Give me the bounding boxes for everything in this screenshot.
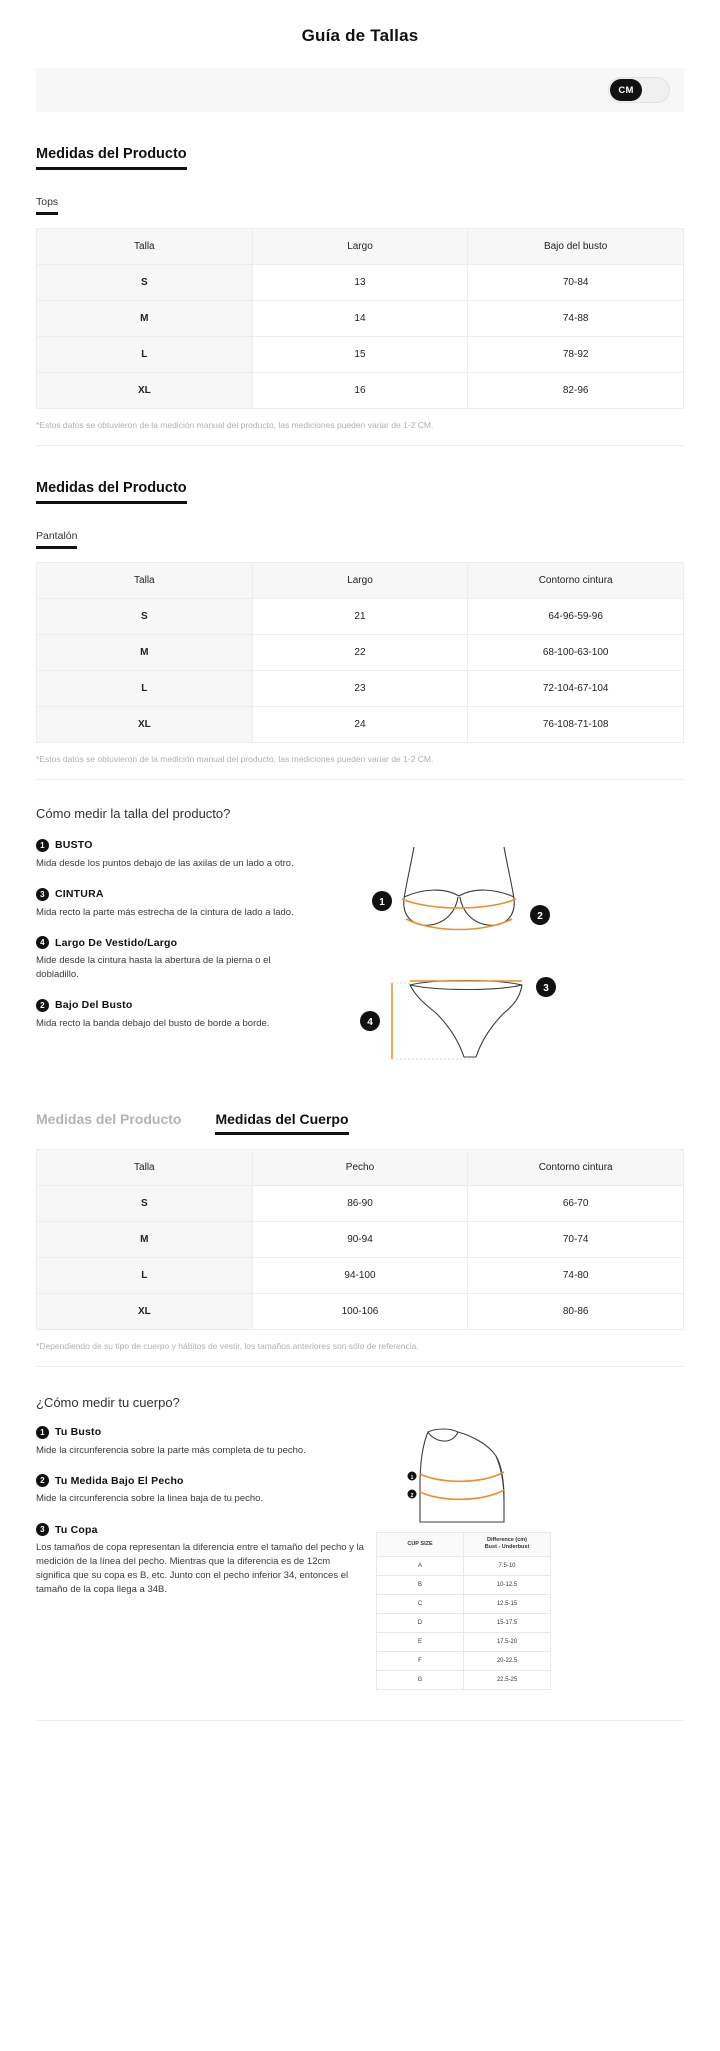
bottoms-diagram-icon (346, 963, 596, 1073)
howto-item-desc: Mida recto la parte más estrecha de la cintura de lado a lado. (36, 906, 294, 918)
cell-size: S (37, 598, 253, 634)
page-title: Guía de Tallas (301, 26, 419, 45)
cell-largo: 15 (252, 337, 468, 373)
howto-product-figures (346, 839, 684, 1073)
cell-largo: 21 (252, 598, 468, 634)
product-measurements-pants-section (0, 446, 720, 780)
tab-medidas-del-cuerpo[interactable]: Medidas del Cuerpo (215, 1111, 348, 1135)
howto-product-title: Cómo medir la talla del producto? (36, 805, 231, 821)
number-badge-icon: 1 (36, 1426, 49, 1439)
torso-diagram-icon (376, 1426, 561, 1526)
torso-marker-2-label: 2 (410, 1492, 414, 1499)
section-divider (36, 1366, 684, 1367)
howto-item-desc: Los tamaños de copa representan la diferencia entre el tamaño del pecho y la medición de la línea del pecho. Mientras que la diferencia es de 12cm significa que su copa es B, etc. Junto con el pecho inferior 34, entonces el tamaño de la copa llega a 34B. (36, 1542, 364, 1595)
cup-table-row (377, 1594, 551, 1613)
cup-table-row (377, 1613, 551, 1632)
tab-medidas-del-producto[interactable]: Medidas del Producto (36, 1110, 182, 1127)
howto-product-list (36, 839, 336, 1073)
cup-cell-letter: E (377, 1632, 464, 1651)
cup-col-header-cup-size: CUP SIZE (377, 1532, 464, 1556)
table-header-row (37, 1149, 684, 1185)
unit-toggle-knob-cm[interactable]: CM (610, 79, 642, 101)
footnote-tops: *Estos datos se obtuvieron de la medición manual del producto, las mediciones pueden variar de 1-2 CM. (36, 420, 434, 430)
col-header-largo: Largo (252, 229, 468, 265)
cup-cell-letter: D (377, 1613, 464, 1632)
howto-item-label: Tu Busto (55, 1426, 102, 1439)
cell-largo: 24 (252, 706, 468, 742)
cell-pecho: 94-100 (252, 1257, 468, 1293)
tops-size-table (36, 228, 684, 409)
col-header-talla: Talla (37, 562, 253, 598)
cell-pecho: 100-106 (252, 1293, 468, 1329)
cell-size: L (37, 1257, 253, 1293)
cup-table-row (377, 1575, 551, 1594)
cup-cell-letter: F (377, 1651, 464, 1670)
howto-item-tu-busto (36, 1426, 366, 1458)
col-header-talla: Talla (37, 229, 253, 265)
cell-bajo-busto: 70-84 (468, 265, 684, 301)
bottoms-marker-4-label: 4 (367, 1016, 373, 1028)
cup-table-row (377, 1632, 551, 1651)
cell-pecho: 86-90 (252, 1185, 468, 1221)
howto-item-bajo-pecho (36, 1474, 366, 1506)
cup-cell-letter: A (377, 1556, 464, 1575)
table-header-row (37, 229, 684, 265)
cell-size: L (37, 337, 253, 373)
cell-largo: 14 (252, 301, 468, 337)
cell-size: M (37, 1221, 253, 1257)
sub-label-pantalon: Pantalón (36, 530, 77, 549)
cell-contorno: 70-74 (468, 1221, 684, 1257)
cup-table-row (377, 1556, 551, 1575)
howto-item-cintura (36, 888, 336, 920)
number-badge-icon: 4 (36, 936, 49, 949)
unit-strip (36, 68, 684, 112)
bottom-divider (36, 1720, 684, 1721)
table-row (37, 1221, 684, 1257)
cell-contorno: 64-96-59-96 (468, 598, 684, 634)
howto-item-busto (36, 839, 336, 871)
cell-size: XL (37, 706, 253, 742)
cup-cell-letter: G (377, 1670, 464, 1689)
number-badge-icon: 3 (36, 888, 49, 901)
table-header-row (37, 562, 684, 598)
cup-size-table (376, 1532, 551, 1690)
cell-size: S (37, 265, 253, 301)
howto-item-tu-copa (36, 1523, 366, 1596)
torso-marker-1-label: 1 (410, 1474, 414, 1481)
howto-body-list (36, 1426, 366, 1690)
howto-item-largo-vestido (36, 936, 336, 982)
howto-body-title: ¿Cómo medir tu cuerpo? (36, 1394, 180, 1410)
bottoms-marker-3-label: 3 (543, 982, 549, 994)
unit-toggle[interactable] (608, 77, 670, 103)
cell-size: M (37, 301, 253, 337)
cell-contorno: 80-86 (468, 1293, 684, 1329)
section-heading-product-1: Medidas del Producto (36, 146, 187, 170)
cell-size: XL (37, 1293, 253, 1329)
bra-marker-1-label: 1 (379, 896, 385, 908)
table-row (37, 1293, 684, 1329)
body-size-table (36, 1149, 684, 1330)
howto-item-label: CINTURA (55, 888, 104, 901)
cup-cell-difference: 15-17.5 (464, 1613, 551, 1632)
howto-item-label: Tu Medida Bajo El Pecho (55, 1474, 184, 1487)
howto-body-section (0, 1395, 720, 1690)
col-header-contorno-cintura: Contorno cintura (468, 562, 684, 598)
bra-marker-2-label: 2 (537, 910, 543, 922)
howto-item-label: BUSTO (55, 839, 93, 852)
table-row (37, 634, 684, 670)
cup-table-row (377, 1670, 551, 1689)
cell-contorno: 72-104-67-104 (468, 670, 684, 706)
cup-col-header-difference (464, 1532, 551, 1556)
col-header-largo: Largo (252, 562, 468, 598)
cup-table-row (377, 1651, 551, 1670)
table-row (37, 598, 684, 634)
cup-cell-difference: 17.5-20 (464, 1632, 551, 1651)
howto-item-desc: Mide desde la cintura hasta la abertura de la pierna o el dobladillo. (36, 955, 271, 981)
product-measurements-tops-section (0, 112, 720, 446)
table-row (37, 337, 684, 373)
howto-item-label: Bajo Del Busto (55, 999, 133, 1012)
cup-cell-difference: 7.5-10 (464, 1556, 551, 1575)
cell-contorno: 76-108-71-108 (468, 706, 684, 742)
howto-item-desc: Mide la circunferencia sobre la linea baja de tu pecho. (36, 1493, 264, 1505)
cell-largo: 13 (252, 265, 468, 301)
number-badge-icon: 1 (36, 839, 49, 852)
footnote-body: *Dependiendo de su tipo de cuerpo y hábitos de vestir, los tamaños anteriores son sólo de referencia. (36, 1340, 419, 1351)
footnote-pants: *Estos datos se obtuvieron de la medición manual del producto, las mediciones pueden variar de 1-2 CM. (36, 753, 434, 764)
pants-size-table (36, 562, 684, 743)
cup-table-header-row (377, 1532, 551, 1556)
cell-size: L (37, 670, 253, 706)
table-row (37, 301, 684, 337)
cup-cell-letter: B (377, 1575, 464, 1594)
measurement-tabs (0, 1111, 720, 1135)
number-badge-icon: 2 (36, 999, 49, 1012)
col-header-pecho: Pecho (252, 1149, 468, 1185)
cell-pecho: 90-94 (252, 1221, 468, 1257)
howto-item-desc: Mida recto la banda debajo del busto de borde a borde. (36, 1017, 270, 1029)
cell-contorno: 68-100-63-100 (468, 634, 684, 670)
cell-contorno: 66-70 (468, 1185, 684, 1221)
col-header-contorno-cintura: Contorno cintura (468, 1149, 684, 1185)
cell-size: M (37, 634, 253, 670)
section-heading-product-2: Medidas del Producto (36, 480, 187, 504)
cup-cell-difference: 10-12.5 (464, 1575, 551, 1594)
howto-item-label: Tu Copa (55, 1523, 98, 1536)
table-row (37, 1257, 684, 1293)
table-row (37, 706, 684, 742)
sub-label-tops: Tops (36, 196, 58, 215)
howto-item-desc: Mida desde los puntos debajo de las axilas de un lado a otro. (36, 857, 294, 869)
page-header (0, 0, 720, 68)
howto-item-label: Largo De Vestido/Largo (55, 936, 178, 949)
table-row (37, 1185, 684, 1221)
cell-bajo-busto: 82-96 (468, 373, 684, 409)
howto-product-section (0, 806, 720, 1073)
col-header-talla: Talla (37, 1149, 253, 1185)
cell-largo: 16 (252, 373, 468, 409)
cell-size: XL (37, 373, 253, 409)
cell-largo: 23 (252, 670, 468, 706)
table-row (37, 670, 684, 706)
howto-body-figures (376, 1426, 684, 1690)
howto-item-desc: Mide la circunferencia sobre la parte más completa de tu pecho. (36, 1444, 306, 1456)
table-row (37, 265, 684, 301)
bra-diagram-icon (346, 839, 596, 959)
cup-cell-difference: 22.5-25 (464, 1670, 551, 1689)
cell-contorno: 74-80 (468, 1257, 684, 1293)
cup-cell-difference: 12.5-15 (464, 1594, 551, 1613)
section-divider (36, 779, 684, 780)
number-badge-icon: 2 (36, 1474, 49, 1487)
cup-col-diff-line2: Bust - Underbust (484, 1544, 530, 1551)
cup-cell-letter: C (377, 1594, 464, 1613)
table-row (37, 373, 684, 409)
cell-bajo-busto: 78-92 (468, 337, 684, 373)
body-measurements-section (0, 1149, 720, 1367)
howto-item-bajo-busto (36, 999, 336, 1031)
number-badge-icon: 3 (36, 1523, 49, 1536)
cell-largo: 22 (252, 634, 468, 670)
cell-bajo-busto: 74-88 (468, 301, 684, 337)
cell-size: S (37, 1185, 253, 1221)
cup-col-diff-line1: Difference (cm) (486, 1537, 528, 1544)
col-header-bajo-busto: Bajo del busto (468, 229, 684, 265)
cup-cell-difference: 20-22.5 (464, 1651, 551, 1670)
